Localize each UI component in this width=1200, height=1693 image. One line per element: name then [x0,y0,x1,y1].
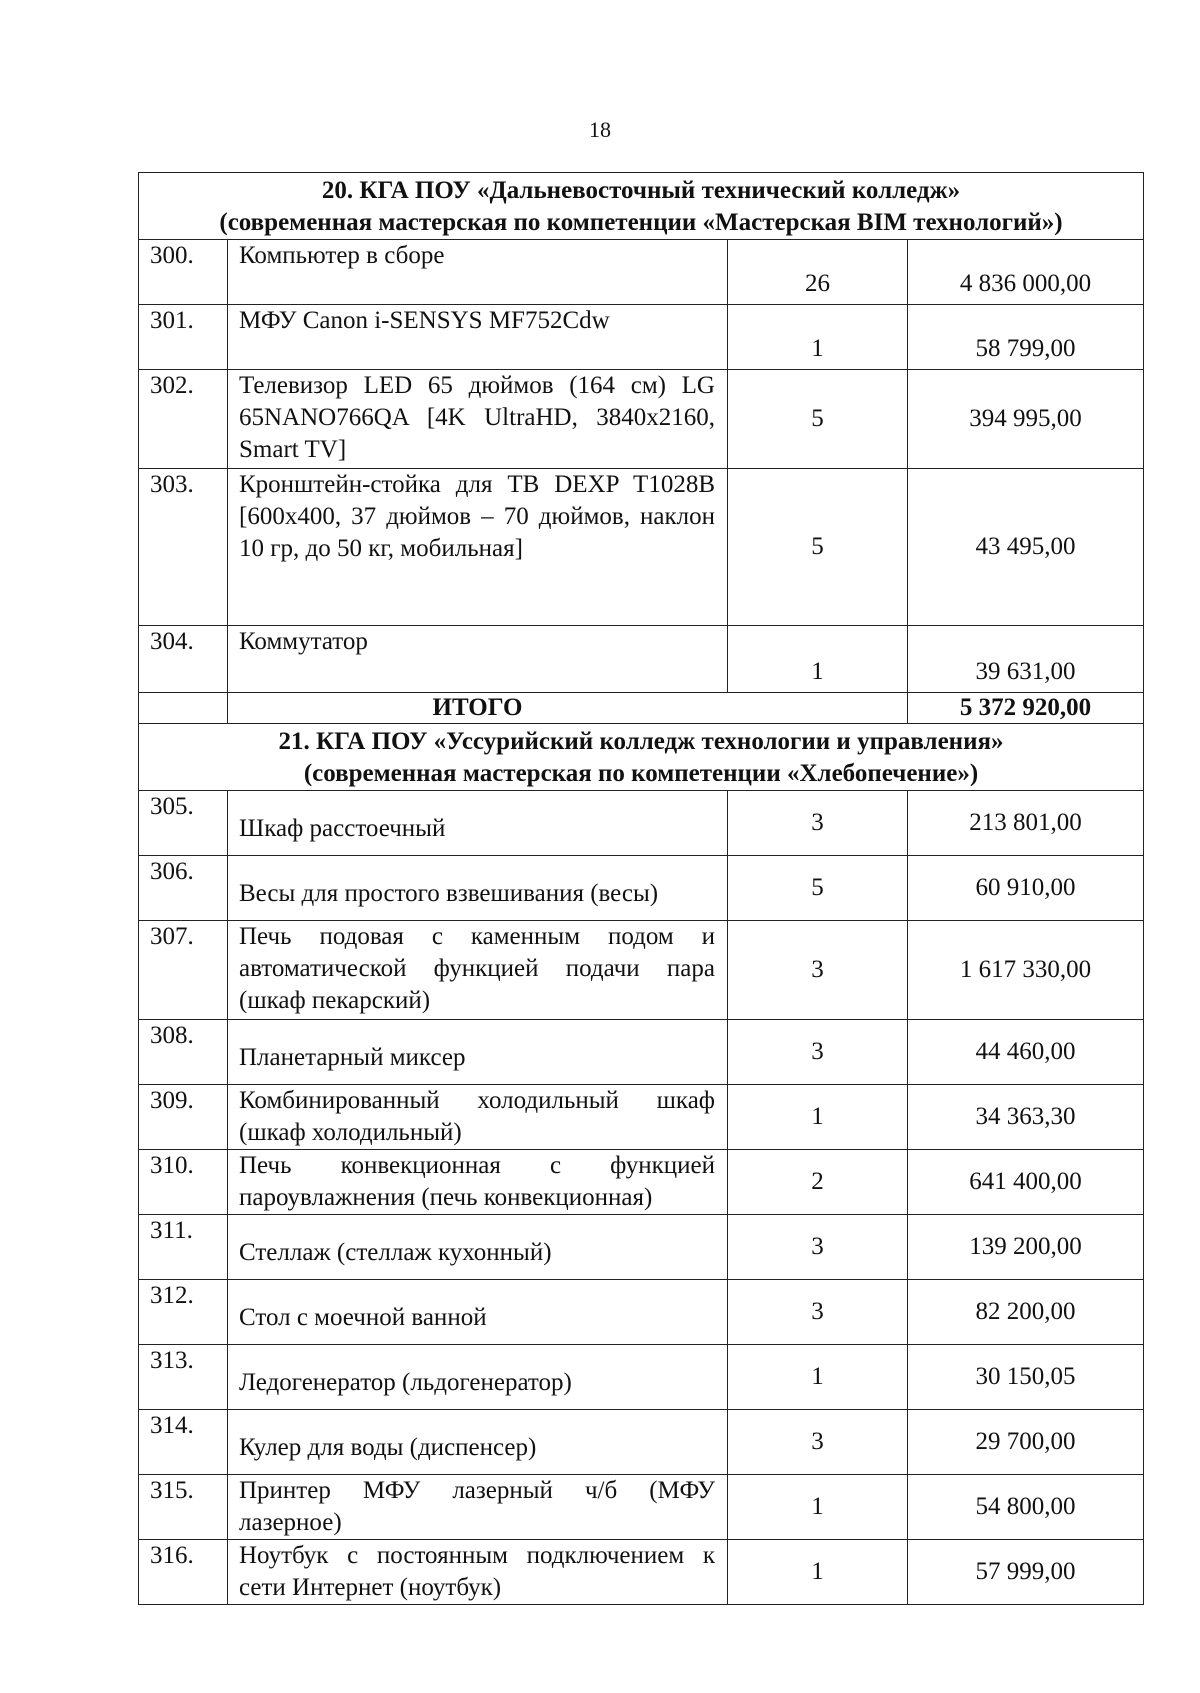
item-name: Телевизор LED 65 дюймов (164 см) LG 65NANO766QA [4K UltraHD, 3840x2160, Smart TV] [228,370,728,468]
row-number: 313. [139,1345,228,1409]
table-row [139,1150,1143,1215]
item-name: Планетарный миксер [228,1020,728,1084]
equipment-table [138,172,1144,1605]
item-name: Компьютер в сборе [228,240,728,304]
table-row [139,791,1143,856]
item-sum: 213 801,00 [969,809,1082,836]
row-number: 300. [139,240,228,304]
item-sum: 641 400,00 [969,1168,1082,1195]
row-number: 316. [139,1540,228,1604]
table-row [139,469,1143,626]
row-number: 312. [139,1280,228,1344]
item-name: МФУ Canon i-SENSYS MF752Cdw [228,305,728,369]
item-sum: 30 150,05 [975,1363,1076,1390]
item-sum: 29 700,00 [975,1428,1076,1455]
table-row [139,305,1143,370]
item-quantity: 2 [728,1150,908,1214]
table-row [139,1540,1143,1604]
item-quantity: 3 [728,791,908,855]
item-sum: 1 617 330,00 [959,956,1092,983]
section-title: 21. КГА ПОУ «Уссурийский колледж технологии и управления» [278,728,1004,755]
table-row [139,856,1143,921]
item-sum: 57 999,00 [975,1558,1076,1585]
section-subtitle: (современная мастерская по компетенции «Хлебопечение») [303,760,979,787]
item-quantity: 26 [728,240,908,304]
table-row [139,1410,1143,1475]
row-number: 308. [139,1020,228,1084]
row-number: 303. [139,469,228,625]
row-number: 305. [139,791,228,855]
item-quantity: 3 [728,1215,908,1279]
item-sum: 34 363,30 [975,1103,1076,1130]
table-row [139,240,1143,305]
table-row [139,1475,1143,1540]
item-sum: 139 200,00 [969,1233,1082,1260]
item-sum: 4 836 000,00 [959,270,1092,297]
item-quantity: 1 [728,1540,908,1604]
item-name: Стеллаж (стеллаж кухонный) [228,1215,728,1279]
item-quantity: 1 [728,1475,908,1539]
item-sum: 43 495,00 [975,533,1076,560]
section-header [139,724,1143,791]
item-sum: 39 631,00 [975,658,1076,685]
item-name: Печь подовая с каменным подом и автоматической функцией подачи пара (шкаф пекарский) [228,921,728,1019]
table-row [139,1085,1143,1150]
item-quantity: 3 [728,1280,908,1344]
item-name: Кронштейн-стойка для ТВ DEXP T1028B [600x400, 37 дюймов – 70 дюймов, наклон 10 гр, до 50 кг, мобильная] [228,469,728,625]
row-number: 315. [139,1475,228,1539]
row-number: 310. [139,1150,228,1214]
row-number: 302. [139,370,228,468]
table-row [139,1345,1143,1410]
item-quantity: 1 [728,1085,908,1149]
row-number: 311. [139,1215,228,1279]
item-name: Весы для простого взвешивания (весы) [228,856,728,920]
section-subtitle: (современная мастерская по компетенции «Мастерская BIM технологий») [219,209,1063,236]
item-name: Ноутбук с постоянным подключением к сети Интернет (ноутбук) [228,1540,728,1604]
item-name: Стол с моечной ванной [228,1280,728,1344]
item-name: Принтер МФУ лазерный ч/б (МФУ лазерное) [228,1475,728,1539]
item-quantity: 3 [728,921,908,1019]
item-quantity: 3 [728,1410,908,1474]
total-label: ИТОГО [432,694,523,721]
item-quantity: 1 [728,305,908,369]
row-number: 309. [139,1085,228,1149]
item-quantity: 1 [728,1345,908,1409]
item-sum: 44 460,00 [975,1038,1076,1065]
item-quantity: 5 [728,856,908,920]
item-sum: 394 995,00 [969,405,1082,432]
item-sum: 82 200,00 [975,1298,1076,1325]
item-sum: 60 910,00 [975,874,1076,901]
table-row [139,921,1143,1020]
total-sum: 5 372 920,00 [959,694,1092,721]
table-row [139,1215,1143,1280]
row-number: 306. [139,856,228,920]
item-name: Ледогенератор (льдогенератор) [228,1345,728,1409]
table-row [139,370,1143,469]
item-name: Шкаф расстоечный [228,791,728,855]
table-row [139,626,1143,693]
total-row [139,693,1143,724]
item-name: Печь конвекционная с функцией пароувлажнения (печь конвекционная) [228,1150,728,1214]
item-sum: 58 799,00 [975,335,1076,362]
row-number: 301. [139,305,228,369]
item-quantity: 1 [728,626,908,692]
item-name: Комбинированный холодильный шкаф (шкаф холодильный) [228,1085,728,1149]
total-empty-cell [139,693,228,723]
item-sum: 54 800,00 [975,1493,1076,1520]
section-title: 20. КГА ПОУ «Дальневосточный технический колледж» [321,177,961,204]
row-number: 307. [139,921,228,1019]
item-quantity: 3 [728,1020,908,1084]
total-qty-cell [728,693,908,723]
row-number: 304. [139,626,228,692]
item-name: Кулер для воды (диспенсер) [228,1410,728,1474]
row-number: 314. [139,1410,228,1474]
section-header [139,173,1143,240]
table-row [139,1280,1143,1345]
item-quantity: 5 [728,370,908,468]
page-number: 18 [589,117,611,142]
item-quantity: 5 [728,469,908,625]
item-name: Коммутатор [228,626,728,692]
table-row [139,1020,1143,1085]
